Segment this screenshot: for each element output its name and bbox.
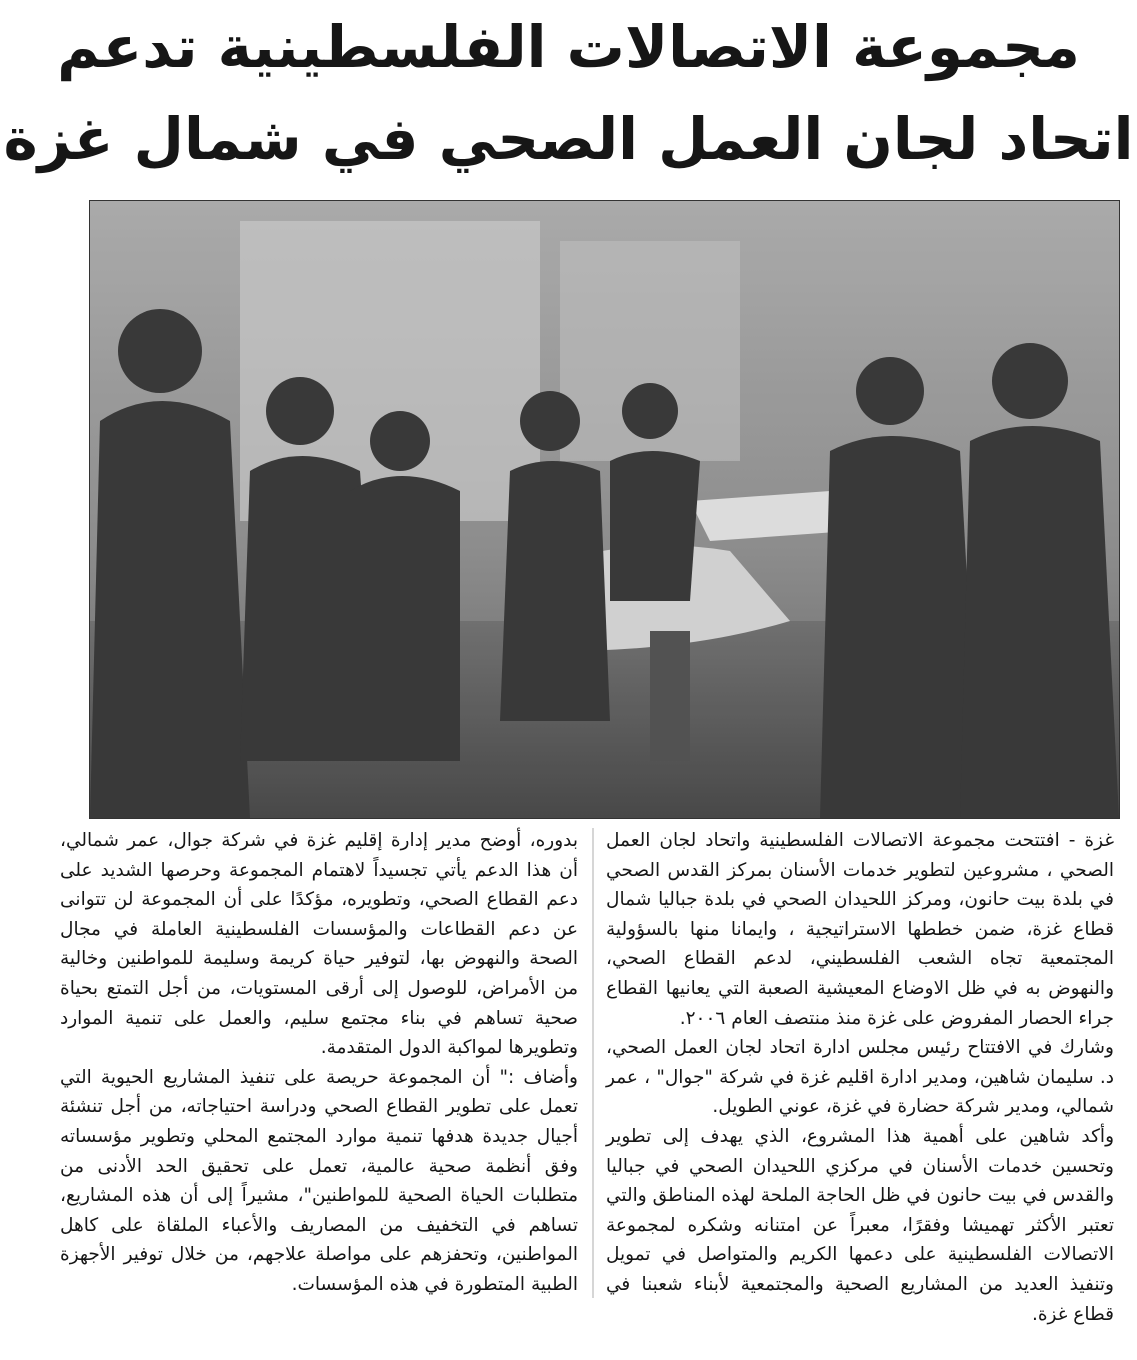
column-divider (592, 828, 594, 1298)
paragraph: وأضاف :" أن المجموعة حريصة على تنفيذ المشاريع الحيوية التي تعمل على تطوير القطاع الصحي ودراسة احتياجاته، من أجل تنشئة أجيال جديدة هدفها تنمية موارد المجتمع المحلي وتطوير مؤسساته وفق أنظمة صحية عالمية، تعمل على تحقيق الحد الأدنى من متطلبات الحياة الصحية للمواطنين"، مشيراً إلى أن هذه المشاريع، تساهم في التخفيف من المصاريف والأعباء الملقاة على كاهل المواطنين، وتحفزهم على مواصلة علاجهم، من خلال توفير الأجهزة الطبية المتطورة في هذه المؤسسات. (60, 1066, 578, 1295)
article-photo (89, 200, 1120, 819)
headline-line-2: اتحاد لجان العمل الصحي في شمال غزة (3, 105, 1134, 173)
headline-line-1: مجموعة الاتصالات الفلسطينية تدعم (57, 13, 1080, 81)
article-column-left (60, 826, 578, 1306)
paragraph: بدوره، أوضح مدير إدارة إقليم غزة في شركة جوال، عمر شمالي، أن هذا الدعم يأتي تجسيداً لاهتمام المجموعة وحرصها الشديد على دعم القطاع الصحي، وتطويره، مؤكدًا على أن المجموعة لن تتوانى عن دعم القطاعات والمؤسسات الفلسطينية العاملة في مجال الصحة والنهوض بها، لتوفير حياة كريمة وسليمة للمواطنين وخالية من الأمراض، للوصول إلى أرقى المستويات، من أجل التمتع بحياة صحية تساهم في بناء مجتمع سليم، والعمل على تنمية الموارد وتطويرها لمواكبة الدول المتقدمة. (60, 830, 578, 1059)
paragraph: وأكد شاهين على أهمية هذا المشروع، الذي يهدف إلى تطوير وتحسين خدمات الأسنان في مركزي اللحيدان الصحي في جباليا والقدس في بيت حانون في ظل الحاجة الملحة لهذه المناطق والتي تعتبر الأكثر تهميشا وفقرًا، معبراً عن امتنانه وشكره لمجموعة الاتصالات الفلسطينية على دعمها الكريم والمتواصل في تمويل وتنفيذ العديد من المشاريع الصحية والمجتمعية لأبناء شعبنا في قطاع غزة. (606, 1125, 1114, 1325)
article-column-right (606, 826, 1114, 1325)
photo-illustration (90, 201, 1119, 818)
paragraph: وشارك في الافتتاح رئيس مجلس ادارة اتحاد لجان العمل الصحي، د. سليمان شاهين، ومدير ادارة اقليم غزة في شركة "جوال" ، عمر شمالي، ومدير شركة حضارة في غزة، عوني الطويل. (606, 1037, 1114, 1118)
paragraph: غزة - افتتحت مجموعة الاتصالات الفلسطينية واتحاد لجان العمل الصحي ، مشروعين لتطوير خدمات الأسنان بمركز القدس الصحي في بلدة بيت حانون، ومركز اللحيدان الصحي في بلدة جباليا شمال قطاع غزة، ضمن خططها الاستراتيجية ، وايمانا منها بالسؤولية المجتمعية تجاه الشعب الفلسطيني، لدعم القطاع الصحي، والنهوض به في ظل الاوضاع المعيشية الصعبة التي يعانيها القطاع جراء الحصار المفروض على غزة منذ منتصف العام ٢٠٠٦. (606, 830, 1114, 1029)
